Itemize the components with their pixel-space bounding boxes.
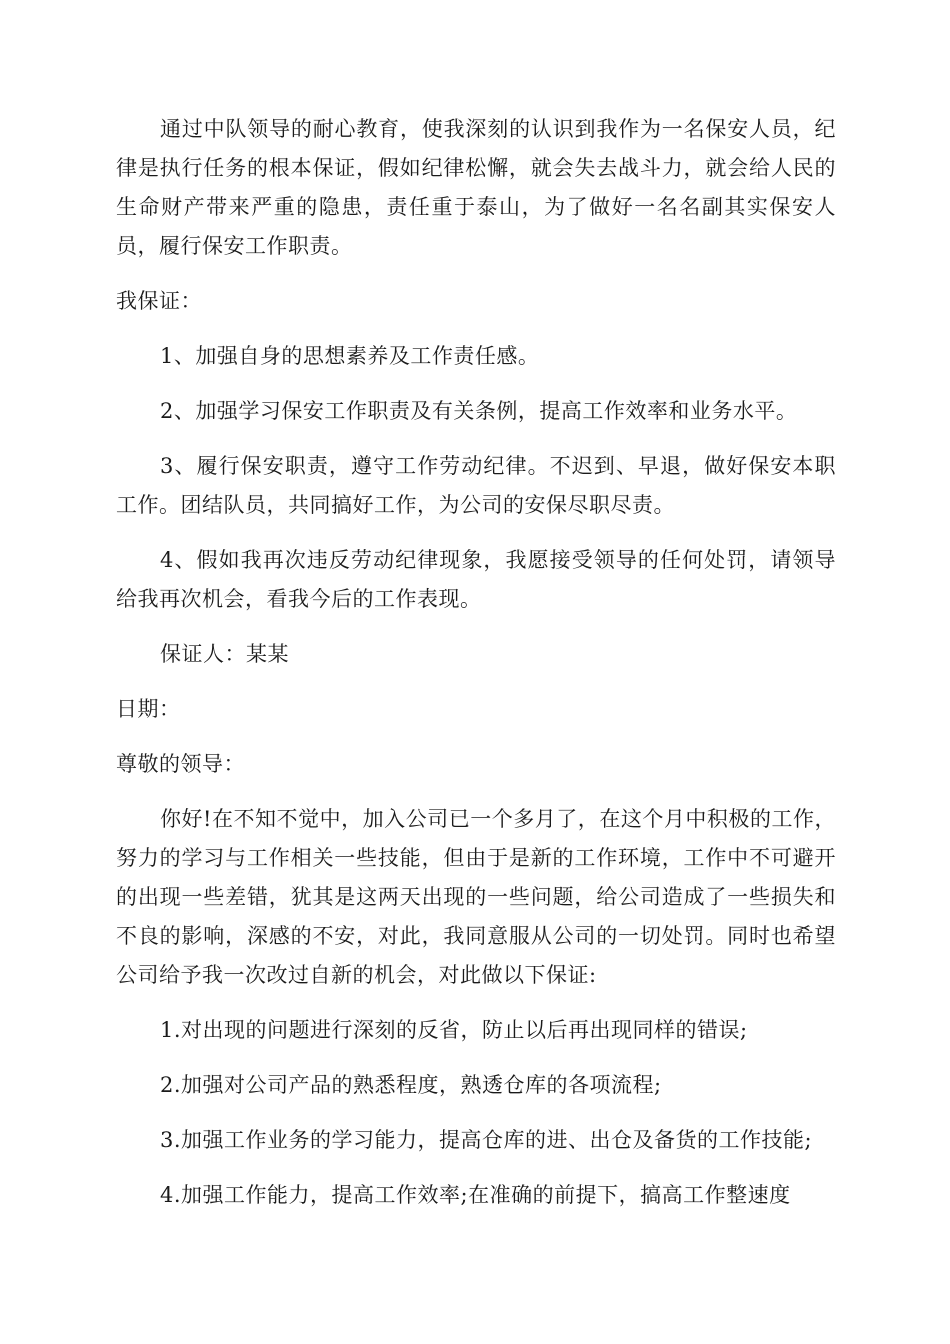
commitment-item-1: 1.对出现的问题进行深刻的反省，防止以后再出现同样的错误; <box>160 1018 748 1042</box>
pledge-item-1: 1、加强自身的思想素养及工作责任感。 <box>160 344 540 368</box>
pledge-item-4: 4、假如我再次违反劳动纪律现象，我愿接受领导的任何处罚，请领导给我再次机会，看我今后的工作表现。 <box>116 548 836 611</box>
salutation: 尊敬的领导： <box>116 752 245 776</box>
commitment-item-2: 2.加强对公司产品的熟悉程度，熟透仓库的各项流程; <box>160 1073 662 1097</box>
intro-paragraph: 通过中队领导的耐心教育，使我深刻的认识到我作为一名保安人员，纪律是执行任务的根本保证，假如纪律松懈，就会失去战斗力，就会给人民的生命财产带来严重的隐患，责任重于泰山，为了做好一名名副其实保安人员，履行保安工作职责。 <box>116 117 836 258</box>
pledge-item-3: 3、履行保安职责，遵守工作劳动纪律。不迟到、早退，做好保安本职工作。团结队员，共同搞好工作，为公司的安保尽职尽责。 <box>116 454 836 517</box>
pledge-item-2: 2、加强学习保安工作职责及有关条例，提高工作效率和业务水平。 <box>160 399 798 423</box>
guarantor-line: 保证人：某某 <box>160 642 289 666</box>
date-line: 日期： <box>116 697 181 721</box>
commitment-item-4: 4.加强工作能力，提高工作效率;在准确的前提下，搞高工作整速度 <box>160 1183 791 1207</box>
pledge-heading: 我保证： <box>116 289 202 313</box>
letter-body-paragraph: 你好!在不知不觉中，加入公司已一个多月了，在这个月中积极的工作，努力的学习与工作相关一些技能，但由于是新的工作环境，工作中不可避开的出现一些差错，犹其是这两天出现的一些问题，给公司造成了一些损失和不良的影响，深感的不安，对此，我同意服从公司的一切处罚。同时也希望公司给予我一次改过自新的机会，对此做以下保证: <box>116 807 836 987</box>
commitment-item-3: 3.加强工作业务的学习能力，提高仓库的进、出仓及备货的工作技能; <box>160 1128 813 1152</box>
document-body <box>116 110 836 1231</box>
